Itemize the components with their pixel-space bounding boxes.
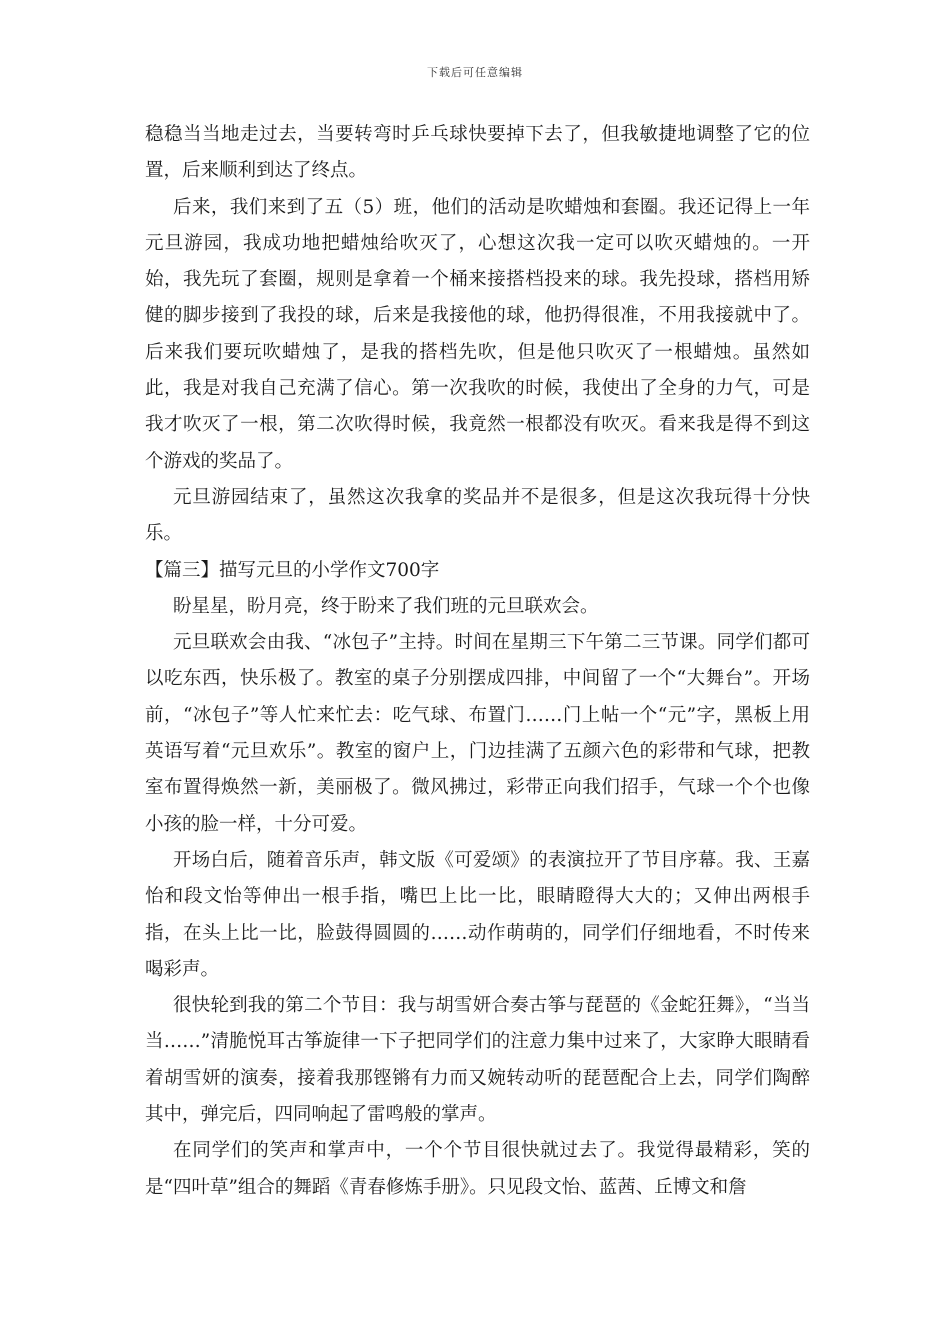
paragraph-1: 稳稳当当地走过去，当要转弯时乒乓球快要掉下去了，但我敏捷地调整了它的位置，后来顺利到达了终点。 bbox=[145, 124, 810, 182]
paragraph-8: 在同学们的笑声和掌声中，一个个节目很快就过去了。我觉得最精彩，笑的是“四叶草”组合的舞蹈《青春修炼手册》。只见段文怡、蓝茜、丘博文和詹 bbox=[145, 1140, 810, 1198]
section-heading: 【篇三】描写元旦的小学作文700字 bbox=[145, 559, 440, 581]
paragraph-7: 很快轮到我的第二个节目：我与胡雪妍合奏古筝与琵琶的《金蛇狂舞》，“当当当……”清脆悦耳古筝旋律一下子把同学们的注意力集中过来了，大家睁大眼睛看着胡雪妍的演奏，接着我那铿锵有力而又婉转动听的琵琶配合上去，同学们陶醉其中，弹完后，四同响起了雷鸣般的掌声。 bbox=[145, 995, 810, 1126]
paragraph-6: 开场白后，随着音乐声，韩文版《可爱颂》的表演拉开了节目序幕。我、王嘉怡和段文怡等伸出一根手指，嘴巴上比一比，眼睛瞪得大大的；又伸出两根手指，在头上比一比，脸鼓得圆圆的……动作萌萌的，同学们仔细地看，不时传来喝彩声。 bbox=[145, 849, 810, 980]
paragraph-3: 元旦游园结束了，虽然这次我拿的奖品并不是很多，但是这次我玩得十分快乐。 bbox=[145, 486, 810, 545]
page-header: 下载后可任意编辑 bbox=[427, 66, 523, 79]
paragraph-2: 后来，我们来到了五（5）班，他们的活动是吹蜡烛和套圈。我还记得上一年元旦游园，我成功地把蜡烛给吹灭了，心想这次我一定可以吹灭蜡烛的。一开始，我先玩了套圈，规则是拿着一个桶来接搭档投来的球。我先投球，搭档用矫健的脚步接到了我投的球，后来是我接他的球，他扔得很准，不用我接就中了。后来我们要玩吹蜡烛了，是我的搭档先吹，但是他只吹灭了一根蜡烛。虽然如此，我是对我自己充满了信心。第一次我吹的时候，我使出了全身的力气，可是我才吹灭了一根，第二次吹得时候，我竟然一根都没有吹灭。看来我是得不到这个游戏的奖品了。 bbox=[145, 196, 810, 472]
paragraph-4: 盼星星，盼月亮，终于盼来了我们班的元旦联欢会。 bbox=[173, 595, 599, 617]
paragraph-5: 元旦联欢会由我、“冰包子”主持。时间在星期三下午第二三节课。同学们都可以吃东西，快乐极了。教室的桌子分别摆成四排，中间留了一个“大舞台”。开场前，“冰包子”等人忙来忙去：吃气球、布置门……门上帖一个“元”字，黑板上用英语写着“元旦欢乐”。教室的窗户上，门边挂满了五颜六色的彩带和气球，把教室布置得焕然一新，美丽极了。微风拂过，彩带正向我们招手，气球一个个也像小孩的脸一样，十分可爱。 bbox=[145, 632, 810, 835]
document-body bbox=[145, 117, 810, 1206]
